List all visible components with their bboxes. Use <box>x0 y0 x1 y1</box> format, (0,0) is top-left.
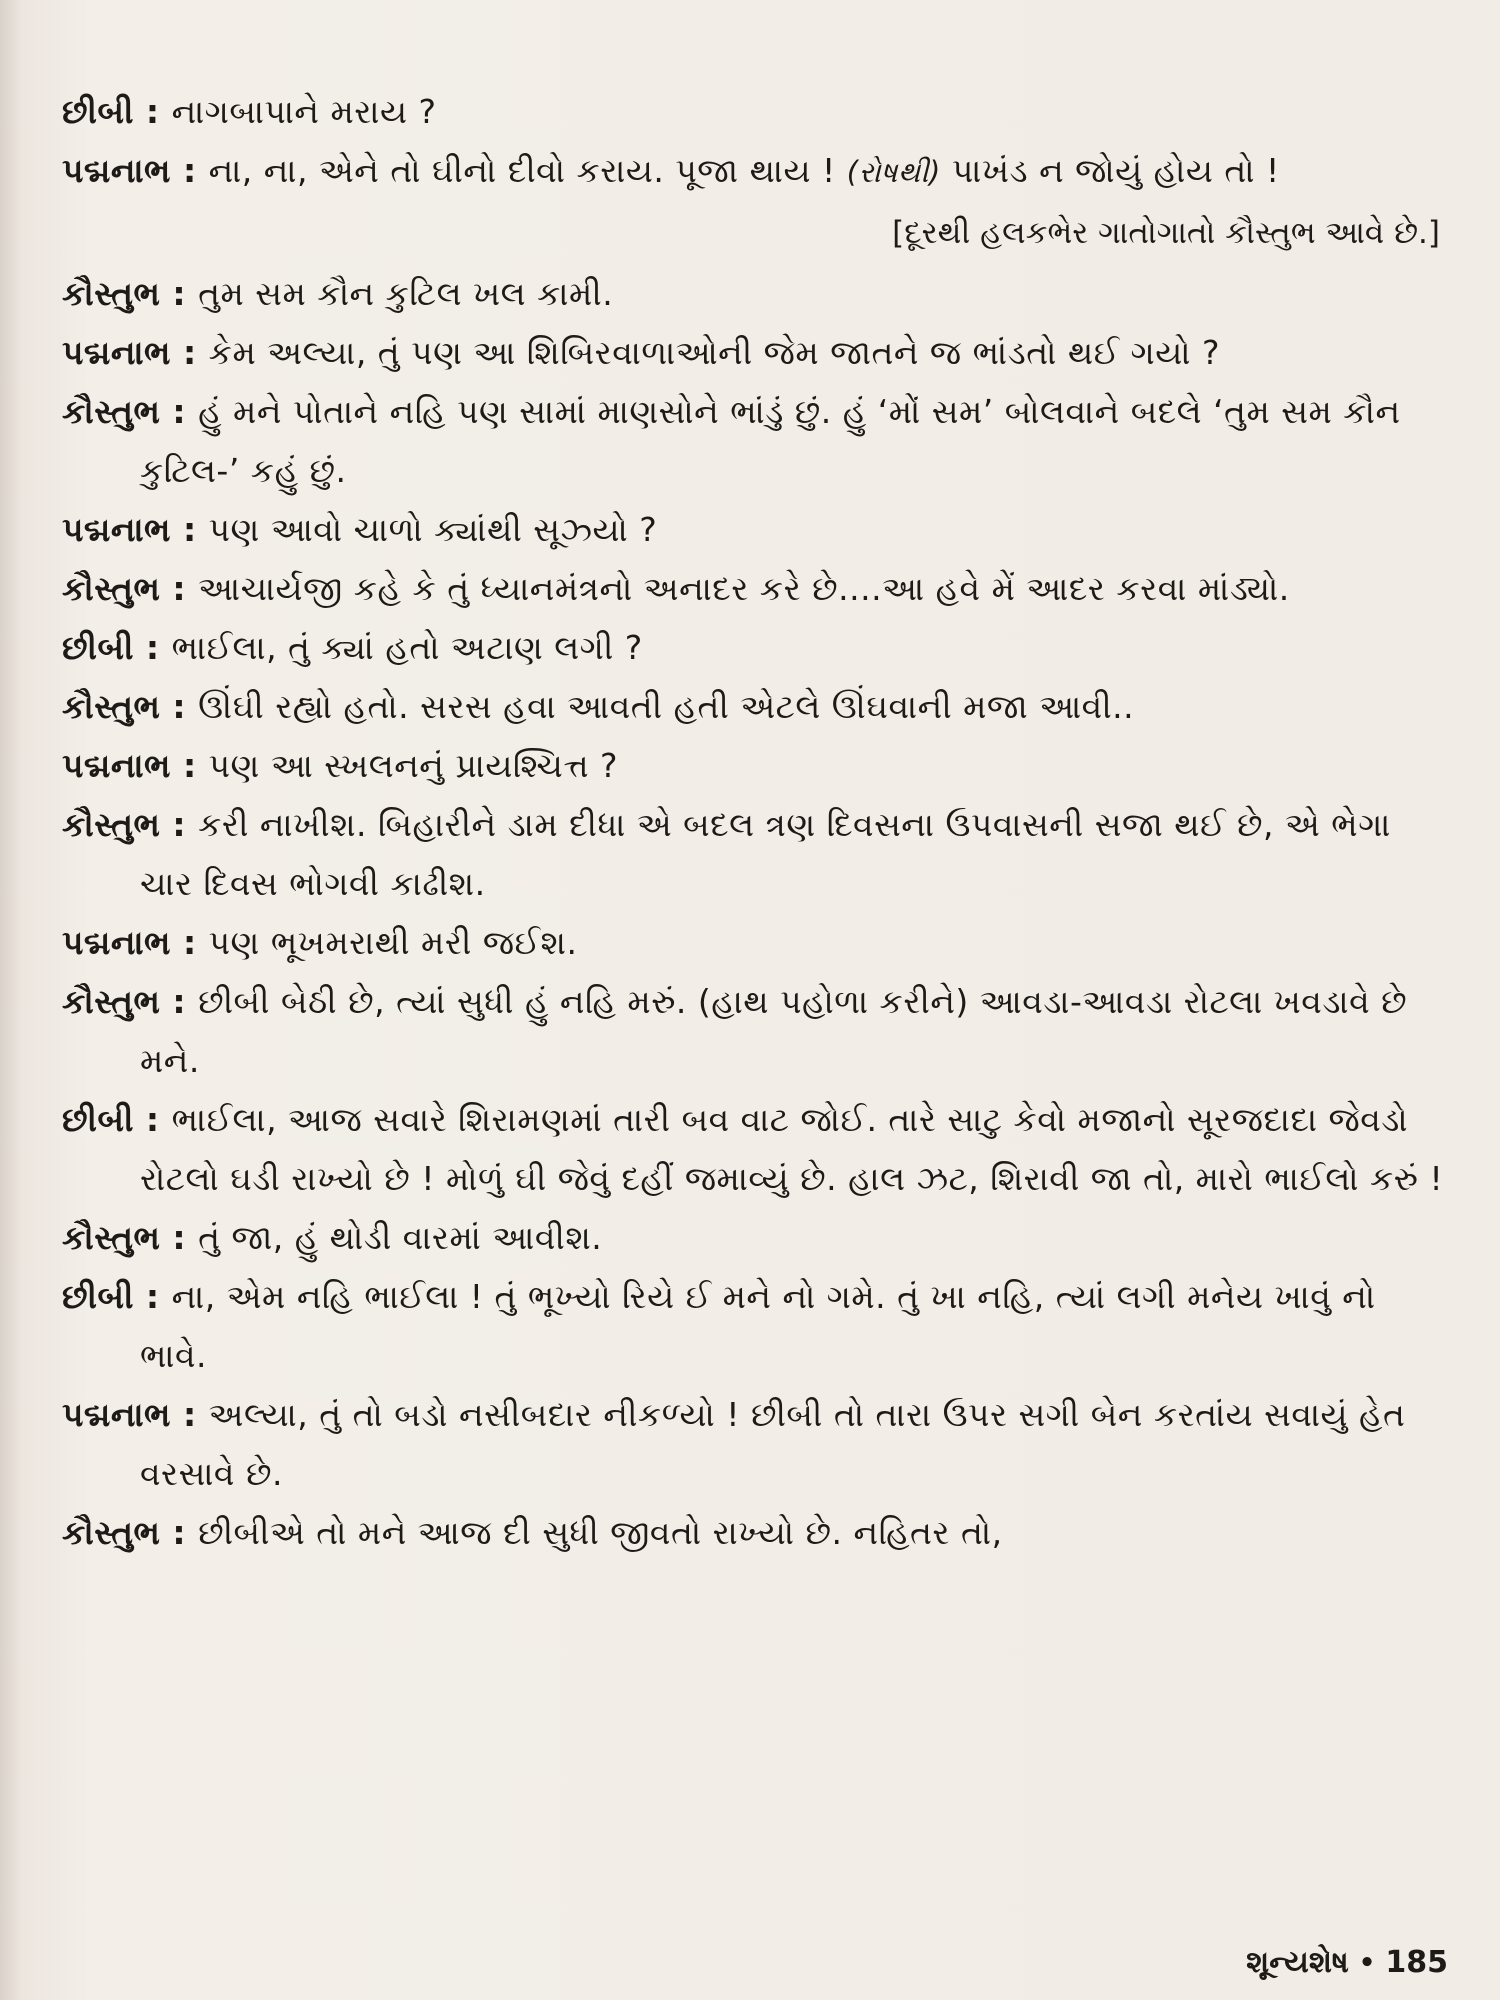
dialogue-line: છીબી : ના, એમ નહિ ભાઈલા ! તું ભૂખ્યો રિયે ઈ મને નો ગમે. તું ખા નહિ, ત્યાં લગી મનેય ખાવું નો ભાવે. <box>62 1277 1376 1375</box>
dialogue-text: ભાઈલા, તું ક્યાં હતો અટાણ લગી ? <box>171 628 643 667</box>
dialogue-line: કૌસ્તુભ : ઊંઘી રહ્યો હતો. સરસ હવા આવતી હતી એટલે ઊંઘવાની મજા આવી.. <box>62 687 1135 726</box>
speaker-name: કૌસ્તુભ <box>62 392 161 431</box>
speaker-name: કૌસ્તુભ <box>62 805 161 844</box>
dialogue-text: પણ આવો ચાળો ક્યાંથી સૂઝ્યો ? <box>208 510 658 549</box>
stage-direction: [દૂરથી હલકભેર ગાતોગાતો કૌસ્તુભ આવે છે.] <box>892 215 1440 251</box>
speaker-name: પદ્મનાભ <box>62 151 171 190</box>
dialogue-line: કૌસ્તુભ : છીબી બેઠી છે, ત્યાં સુધી હું નહિ મરું. (હાથ પહોળા કરીને) આવડા-આવડા રોટલા ખવડાવે છે મને. <box>62 982 1408 1080</box>
dialogue-line: કૌસ્તુભ : હું મને પોતાને નહિ પણ સામાં માણસોને ભાંડું છું. હું ‘મોં સમ’ બોલવાને બદલે ‘તુમ સમ કૌન કુટિલ-’ કહું છું. <box>62 392 1401 490</box>
speaker-name: પદ્મનાભ <box>62 510 171 549</box>
dialogue-text: નાગબાપાને મરાય ? <box>171 92 437 131</box>
dialogue-line: છીબી : ભાઈલા, તું ક્યાં હતો અટાણ લગી ? <box>62 628 643 667</box>
dialogue-line: પદ્મનાભ : અલ્યા, તું તો બડો નસીબદાર નીકળ્યો ! છીબી તો તારા ઉપર સગી બેન કરતાંય સવાયું હેત વરસાવે છે. <box>62 1395 1406 1493</box>
dialogue-line: છીબી : ભાઈલા, આજ સવારે શિરામણમાં તારી બવ વાટ જોઈ. તારે સાટુ કેવો મજાનો સૂરજદાદા જેવડો રોટલો ઘડી રાખ્યો છે ! મોળું ઘી જેવું દહીં જમાવ્યું છે. હાલ ઝટ, શિરાવી જા તો, મારો ભાઈલો કરું ! <box>62 1100 1444 1198</box>
speaker-name: છીબી <box>62 92 134 131</box>
dialogue-text: આચાર્યજી કહે કે તું ધ્યાનમંત્રનો અનાદર કરે છે....આ હવે મેં આદર કરવા માંડ્યો. <box>198 569 1290 608</box>
book-title: શૂન્યશેષ <box>1246 1945 1349 1980</box>
speaker-name: કૌસ્તુભ <box>62 1513 161 1552</box>
speaker-name: પદ્મનાભ <box>62 746 171 785</box>
speaker-name: છીબી <box>62 1277 134 1316</box>
dialogue-line: પદ્મનાભ : પણ આવો ચાળો ક્યાંથી સૂઝ્યો ? <box>62 510 658 549</box>
dialogue-line: પદ્મનાભ : પણ ભૂખમરાથી મરી જઈશ. <box>62 923 578 962</box>
dialogue-text: ના, એમ નહિ ભાઈલા ! તું ભૂખ્યો રિયે ઈ મને નો ગમે. તું ખા નહિ, ત્યાં લગી મનેય ખાવું નો ભાવે. <box>140 1277 1376 1375</box>
dialogue-text: પણ આ સ્ખલનનું પ્રાયશ્ચિત્ત ? <box>208 746 619 785</box>
speaker-name: કૌસ્તુભ <box>62 1218 161 1257</box>
dialogue-text: પાખંડ ન જોયું હોય તો ! <box>951 151 1280 190</box>
dialogue-text: કરી નાખીશ. બિહારીને ડામ દીધા એ બદલ ત્રણ દિવસના ઉપવાસની સજા થઈ છે, એ ભેગા ચાર દિવસ ભોગવી કાઢીશ. <box>140 805 1391 903</box>
dialogue-text: છીબી બેઠી છે, ત્યાં સુધી હું નહિ મરું. (હાથ પહોળા કરીને) આવડા-આવડા રોટલા ખવડાવે છે મને. <box>140 982 1408 1080</box>
dialogue-text: અલ્યા, તું તો બડો નસીબદાર નીકળ્યો ! છીબી તો તારા ઉપર સગી બેન કરતાંય સવાયું હેત વરસાવે છે. <box>140 1395 1406 1493</box>
dialogue-text: પણ ભૂખમરાથી મરી જઈશ. <box>208 923 578 962</box>
speaker-name: પદ્મનાભ <box>62 333 171 372</box>
dialogue-line: કૌસ્તુભ : કરી નાખીશ. બિહારીને ડામ દીધા એ બદલ ત્રણ દિવસના ઉપવાસની સજા થઈ છે, એ ભેગા ચાર દિવસ ભોગવી કાઢીશ. <box>62 805 1391 903</box>
dialogue <box>62 82 1444 1562</box>
dialogue-line: છીબી : નાગબાપાને મરાય ? <box>62 92 437 131</box>
speaker-name: છીબી <box>62 628 134 667</box>
dialogue-text: કેમ અલ્યા, તું પણ આ શિબિરવાળાઓની જેમ જાતને જ ભાંડતો થઈ ગયો ? <box>208 333 1221 372</box>
speaker-name: છીબી <box>62 1100 134 1139</box>
speaker-name: કૌસ્તુભ <box>62 687 161 726</box>
speaker-name: કૌસ્તુભ <box>62 274 161 313</box>
dialogue-line: પદ્મનાભ : પણ આ સ્ખલનનું પ્રાયશ્ચિત્ત ? <box>62 746 619 785</box>
dialogue-line: પદ્મનાભ : કેમ અલ્યા, તું પણ આ શિબિરવાળાઓની જેમ જાતને જ ભાંડતો થઈ ગયો ? <box>62 333 1221 372</box>
dialogue-text: તું જા, હું થોડી વારમાં આવીશ. <box>198 1218 603 1257</box>
dialogue-line: કૌસ્તુભ : છીબીએ તો મને આજ દી સુધી જીવતો રાખ્યો છે. નહિતર તો, <box>62 1513 1003 1552</box>
speaker-name: પદ્મનાભ <box>62 1395 171 1434</box>
dialogue-text: ના, ના, એને તો ઘીનો દીવો કરાય. પૂજા થાય ! <box>208 151 836 190</box>
speaker-name: કૌસ્તુભ <box>62 569 161 608</box>
page-footer <box>1246 1945 1448 1980</box>
page-number: 185 <box>1385 1945 1448 1980</box>
dialogue-line: કૌસ્તુભ : તુમ સમ કૌન કુટિલ ખલ કામી. <box>62 274 614 313</box>
stage-direction: (રોષથી) <box>846 155 941 189</box>
dialogue-line: પદ્મનાભ : ના, ના, એને તો ઘીનો દીવો કરાય. પૂજા થાય ! (રોષથી) પાખંડ ન જોયું હોય તો ! <box>62 151 1280 190</box>
dialogue-text: હું મને પોતાને નહિ પણ સામાં માણસોને ભાંડું છું. હું ‘મોં સમ’ બોલવાને બદલે ‘તુમ સમ કૌન કુટિલ-’ કહું છું. <box>140 392 1401 490</box>
dialogue-text: ભાઈલા, આજ સવારે શિરામણમાં તારી બવ વાટ જોઈ. તારે સાટુ કેવો મજાનો સૂરજદાદા જેવડો રોટલો ઘડી રાખ્યો છે ! મોળું ઘી જેવું દહીં જમાવ્યું છે. હાલ ઝટ, શિરાવી જા તો, મારો ભાઈલો કરું ! <box>140 1100 1444 1198</box>
dialogue-line: કૌસ્તુભ : આચાર્યજી કહે કે તું ધ્યાનમંત્રનો અનાદર કરે છે....આ હવે મેં આદર કરવા માંડ્યો. <box>62 569 1290 608</box>
dialogue-text: ઊંઘી રહ્યો હતો. સરસ હવા આવતી હતી એટલે ઊંઘવાની મજા આવી.. <box>198 687 1135 726</box>
dialogue-line: કૌસ્તુભ : તું જા, હું થોડી વારમાં આવીશ. <box>62 1218 603 1257</box>
dialogue-text: તુમ સમ કૌન કુટિલ ખલ કામી. <box>198 274 614 313</box>
speaker-name: પદ્મનાભ <box>62 923 171 962</box>
bullet-separator: • <box>1358 1947 1376 1978</box>
dialogue-text: છીબીએ તો મને આજ દી સુધી જીવતો રાખ્યો છે. નહિતર તો, <box>198 1513 1003 1552</box>
speaker-name: કૌસ્તુભ <box>62 982 161 1021</box>
